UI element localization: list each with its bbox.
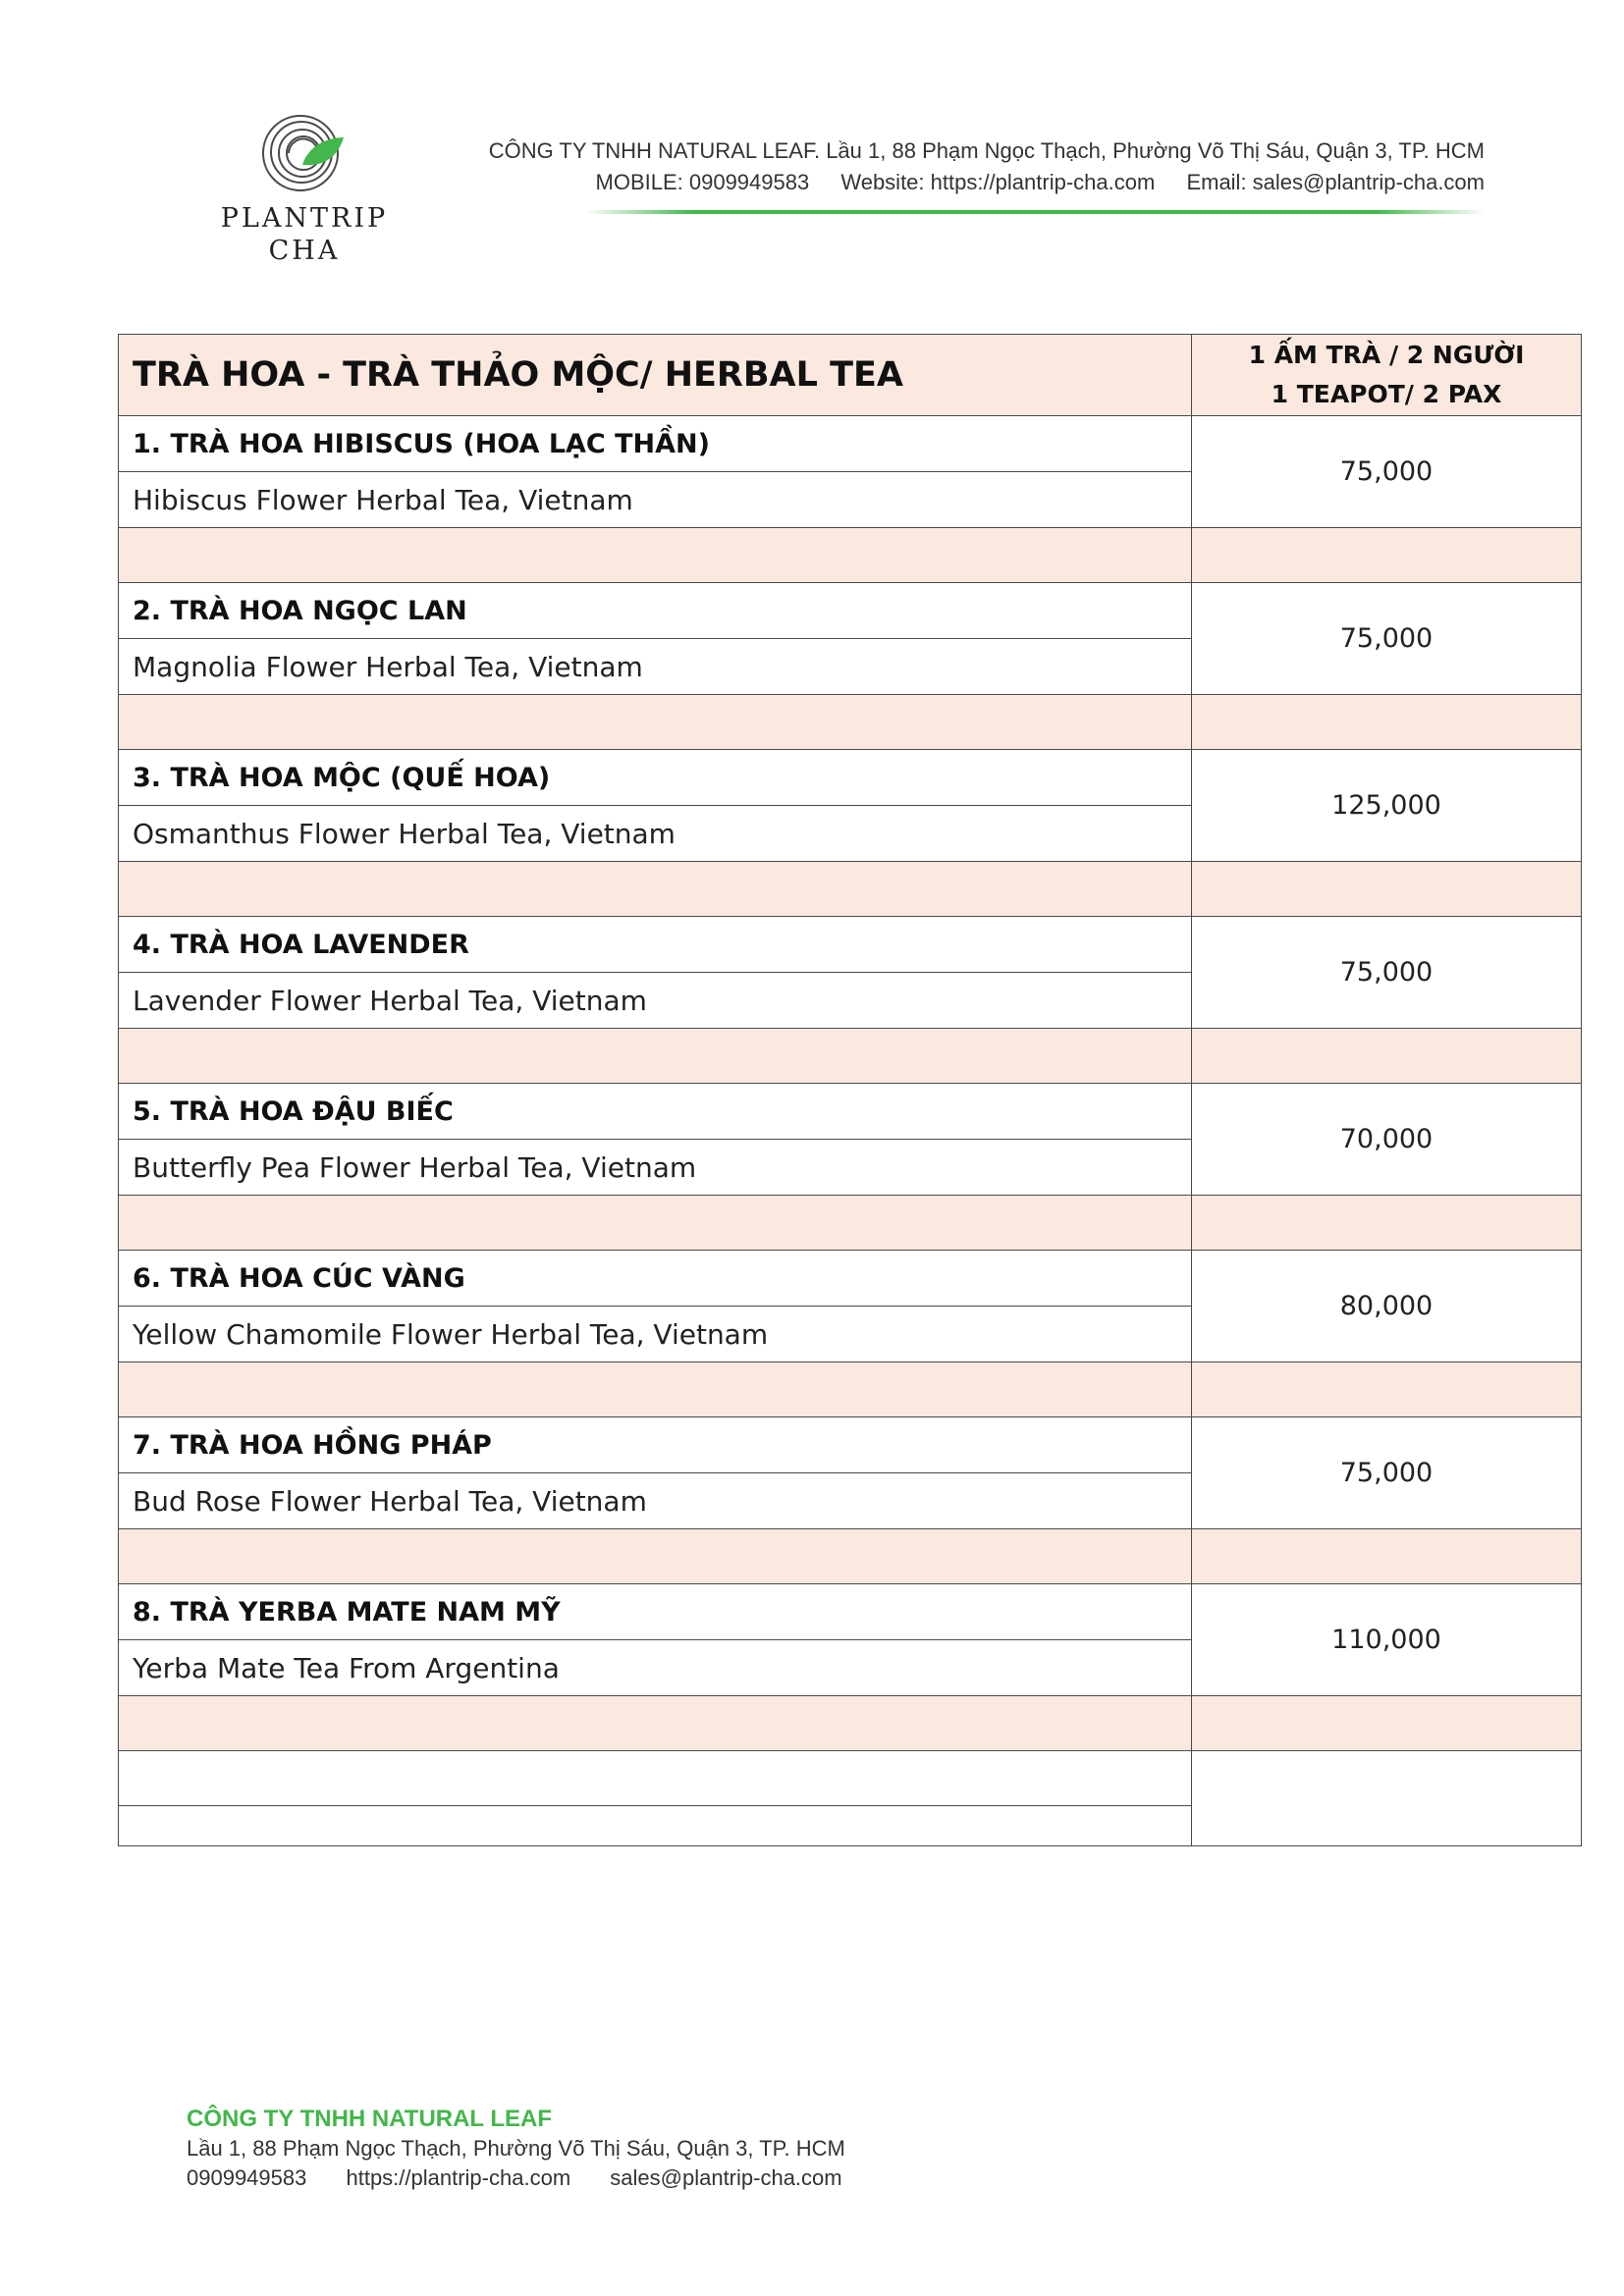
- spacer-cell: [119, 1529, 1192, 1584]
- spacer-cell: [1192, 1362, 1582, 1417]
- spacer-cell: [1192, 862, 1582, 917]
- tea-name: 2. TRÀ HOA NGỌC LAN: [119, 583, 1192, 639]
- empty-cell: [119, 1751, 1192, 1806]
- footer: [187, 2105, 845, 2193]
- empty-cell: [1192, 1751, 1582, 1846]
- tea-price: 75,000: [1192, 583, 1582, 695]
- tea-description: Yellow Chamomile Flower Herbal Tea, Vietnam: [119, 1307, 1192, 1362]
- spacer-cell: [119, 1696, 1192, 1751]
- spacer-cell: [119, 1362, 1192, 1417]
- footer-email[interactable]: sales@plantrip-cha.com: [610, 2165, 842, 2190]
- tea-description: Magnolia Flower Herbal Tea, Vietnam: [119, 639, 1192, 695]
- table-row: [119, 583, 1582, 639]
- table-row: [119, 1084, 1582, 1140]
- header-divider: [585, 210, 1485, 214]
- spacer-row: [119, 1529, 1582, 1584]
- footer-address: Lầu 1, 88 Phạm Ngọc Thạch, Phường Võ Thị Sáu, Quận 3, TP. HCM: [187, 2136, 845, 2161]
- footer-contact-line: [187, 2163, 845, 2193]
- table-title: TRÀ HOA - TRÀ THẢO MỘC/ HERBAL TEA: [119, 335, 1192, 416]
- spacer-cell: [1192, 695, 1582, 750]
- tea-price: 125,000: [1192, 750, 1582, 862]
- tea-name: 7. TRÀ HOA HỒNG PHÁP: [119, 1417, 1192, 1473]
- spacer-cell: [1192, 1196, 1582, 1251]
- logo-text-plantrip: PLANTRIP: [220, 203, 389, 234]
- tea-description: Lavender Flower Herbal Tea, Vietnam: [119, 973, 1192, 1029]
- spacer-cell: [1192, 1529, 1582, 1584]
- tea-price: 75,000: [1192, 917, 1582, 1029]
- tea-description: Hibiscus Flower Herbal Tea, Vietnam: [119, 472, 1192, 528]
- table-row: [119, 1584, 1582, 1640]
- spacer-row: [119, 1362, 1582, 1417]
- spacer-cell: [1192, 1696, 1582, 1751]
- tea-price: 75,000: [1192, 1417, 1582, 1529]
- tea-name: 1. TRÀ HOA HIBISCUS (HOA LẠC THẦN): [119, 416, 1192, 472]
- herbal-tea-menu-table: [118, 334, 1582, 1846]
- tea-name: 8. TRÀ YERBA MATE NAM MỸ: [119, 1584, 1192, 1640]
- spacer-cell: [119, 528, 1192, 583]
- table-row: [119, 1417, 1582, 1473]
- spacer-row: [119, 1696, 1582, 1751]
- price-column-header: [1192, 335, 1582, 416]
- table-header-row: [119, 335, 1582, 416]
- price-header-en: 1 TEAPOT/ 2 PAX: [1271, 380, 1502, 408]
- swirl-leaf-logo-icon: [259, 108, 348, 196]
- tea-description: Bud Rose Flower Herbal Tea, Vietnam: [119, 1473, 1192, 1529]
- header-mobile: MOBILE: 0909949583: [595, 170, 810, 194]
- spacer-cell: [119, 695, 1192, 750]
- tea-price: 80,000: [1192, 1251, 1582, 1362]
- price-header-vi: 1 ẤM TRÀ / 2 NGƯỜI: [1248, 341, 1525, 369]
- footer-phone: 0909949583: [187, 2165, 307, 2190]
- spacer-cell: [119, 862, 1192, 917]
- table-row: [119, 750, 1582, 806]
- tea-name: 5. TRÀ HOA ĐẬU BIẾC: [119, 1084, 1192, 1140]
- spacer-cell: [1192, 528, 1582, 583]
- spacer-row: [119, 528, 1582, 583]
- tea-description: Butterfly Pea Flower Herbal Tea, Vietnam: [119, 1140, 1192, 1196]
- footer-company-name: CÔNG TY TNHH NATURAL LEAF: [187, 2106, 552, 2132]
- spacer-cell: [119, 1196, 1192, 1251]
- empty-row: [119, 1751, 1582, 1806]
- spacer-row: [119, 695, 1582, 750]
- table-row: [119, 917, 1582, 973]
- empty-cell: [119, 1806, 1192, 1846]
- spacer-cell: [1192, 1029, 1582, 1084]
- tea-description: Osmanthus Flower Herbal Tea, Vietnam: [119, 806, 1192, 862]
- spacer-row: [119, 1196, 1582, 1251]
- header-website[interactable]: Website: https://plantrip-cha.com: [840, 170, 1156, 194]
- plantrip-cha-logo: [216, 108, 393, 265]
- table-row: [119, 416, 1582, 472]
- tea-price: 75,000: [1192, 416, 1582, 528]
- header-contact-info: [489, 135, 1485, 198]
- footer-website[interactable]: https://plantrip-cha.com: [346, 2165, 571, 2190]
- header-contact-line: [489, 167, 1485, 198]
- spacer-row: [119, 862, 1582, 917]
- tea-name: 3. TRÀ HOA MỘC (QUẾ HOA): [119, 750, 1192, 806]
- header-company-line: CÔNG TY TNHH NATURAL LEAF. Lầu 1, 88 Phạm Ngọc Thạch, Phường Võ Thị Sáu, Quận 3, TP. HCM: [488, 138, 1485, 163]
- tea-price: 110,000: [1192, 1584, 1582, 1696]
- logo-text-cha: CHA: [268, 236, 341, 266]
- header-email[interactable]: Email: sales@plantrip-cha.com: [1186, 170, 1485, 194]
- tea-name: 6. TRÀ HOA CÚC VÀNG: [119, 1251, 1192, 1307]
- tea-description: Yerba Mate Tea From Argentina: [119, 1640, 1192, 1696]
- tea-price: 70,000: [1192, 1084, 1582, 1196]
- spacer-cell: [119, 1029, 1192, 1084]
- tea-name: 4. TRÀ HOA LAVENDER: [119, 917, 1192, 973]
- spacer-row: [119, 1029, 1582, 1084]
- table-row: [119, 1251, 1582, 1307]
